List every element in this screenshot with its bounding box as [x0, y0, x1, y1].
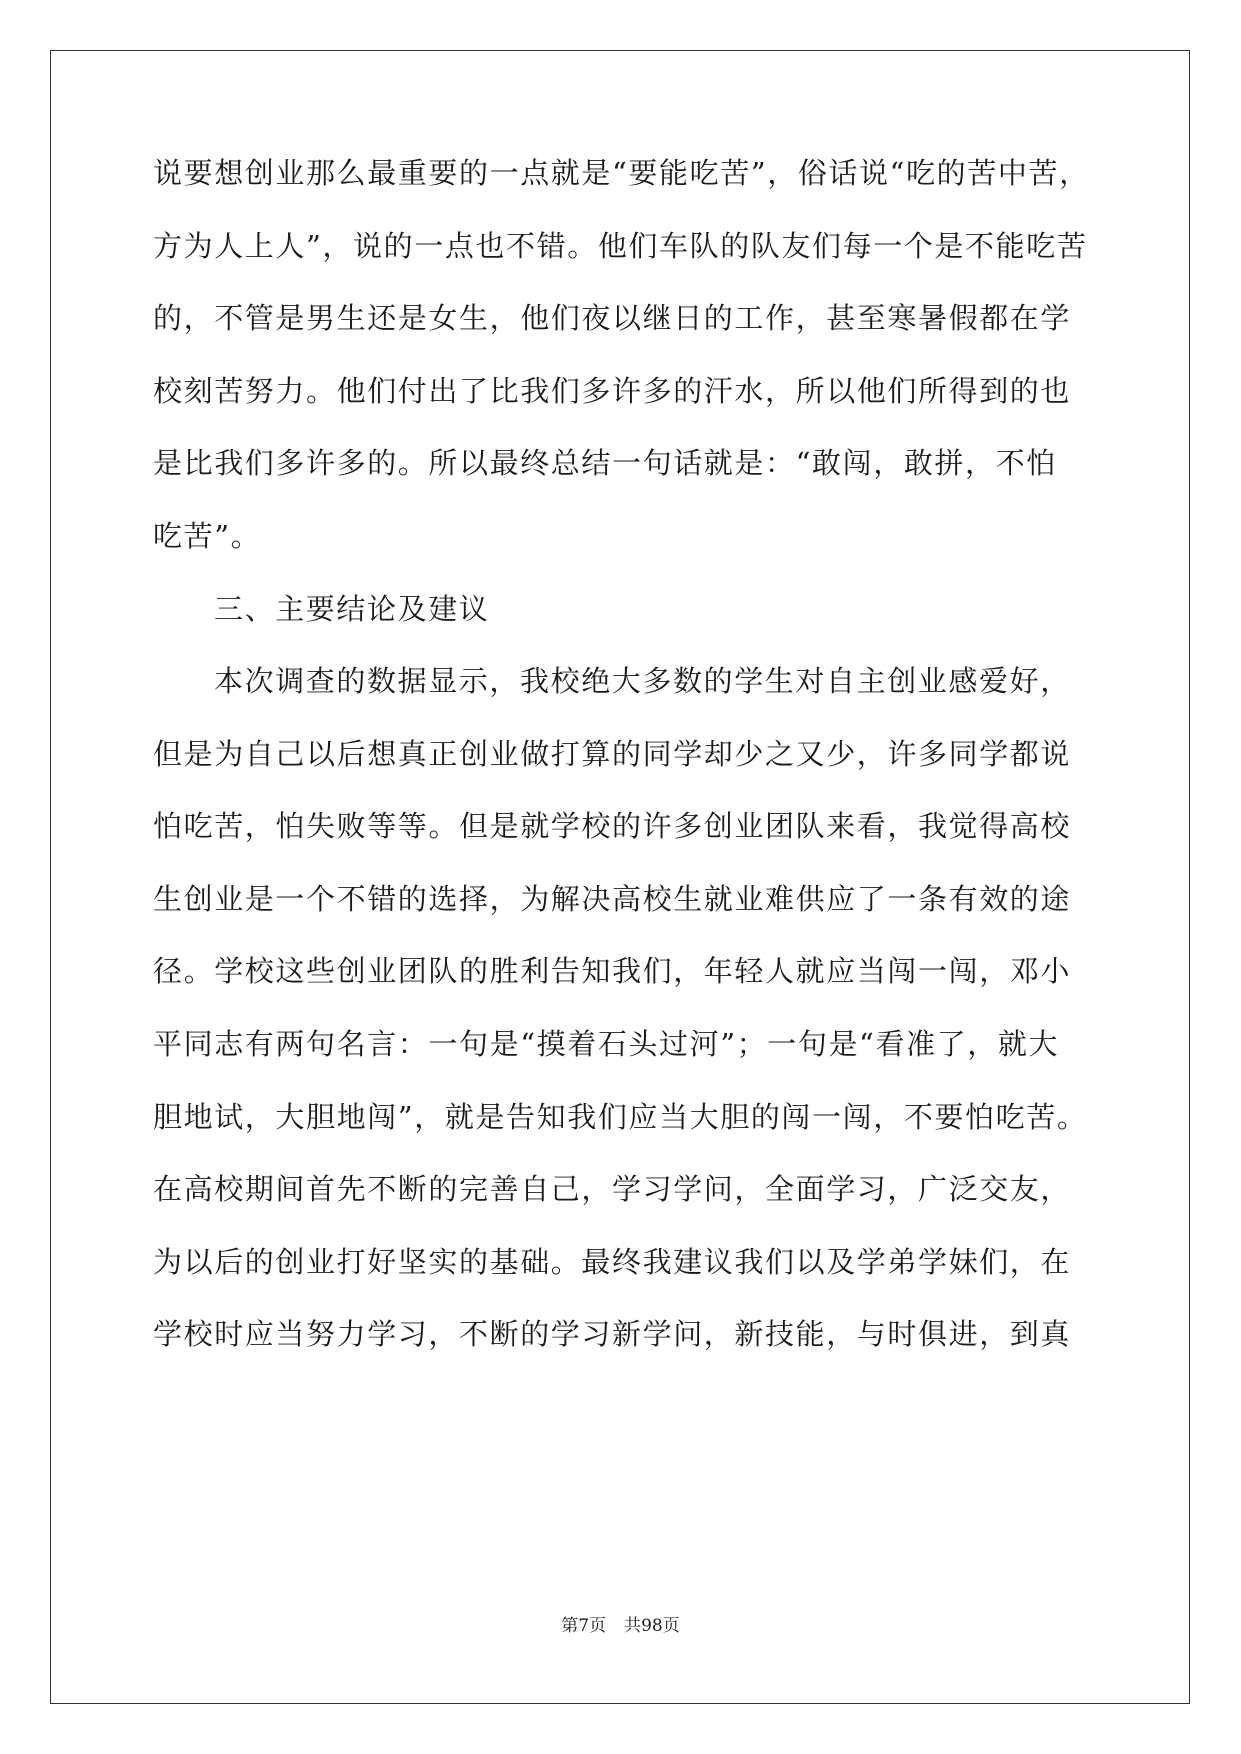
page-number: 第7页 [561, 1616, 607, 1636]
page-footer [0, 1614, 1241, 1638]
text-line: 在高校期间首先不断的完善自己，学习学问，全面学习，广泛交友， [153, 1172, 1072, 1206]
text-line: 校刻苦努力。他们付出了比我们多许多的汗水，所以他们所得到的也 [153, 374, 1072, 408]
text-line: 说要想创业那么最重要的一点就是“要能吃苦”，俗话说“吃的苦中苦， [153, 156, 1090, 190]
text-line: 径。学校这些创业团队的胜利告知我们，年轻人就应当闯一闯，邓小 [153, 954, 1072, 988]
text-line: 怕吃苦，怕失败等等。但是就学校的许多创业团队来看，我觉得高校 [153, 809, 1072, 843]
text-line: 学校时应当努力学习，不断的学习新学问，新技能，与时俱进，到真 [153, 1317, 1072, 1351]
text-line: 的，不管是男生还是女生，他们夜以继日的工作，甚至寒暑假都在学 [153, 301, 1072, 335]
text-line: 吃苦”。 [153, 519, 262, 553]
section-heading: 三、主要结论及建议 [214, 592, 490, 626]
text-line: 方为人上人”，说的一点也不错。他们车队的队友们每一个是不能吃苦 [153, 229, 1088, 263]
text-line: 平同志有两句名言：一句是“摸着石头过河”；一句是“看准了，就大 [153, 1027, 1060, 1061]
text-line: 本次调查的数据显示，我校绝大多数的学生对自主创业感爱好， [214, 664, 1071, 698]
text-line: 是比我们多许多的。所以最终总结一句话就是：“敢闯，敢拼，不怕 [153, 446, 1057, 480]
text-line: 胆地试，大胆地闯”，就是告知我们应当大胆的闯一闯，不要怕吃苦。 [153, 1100, 1088, 1134]
text-line: 但是为自己以后想真正创业做打算的同学却少之又少，许多同学都说 [153, 737, 1072, 771]
text-line: 为以后的创业打好坚实的基础。最终我建议我们以及学弟学妹们，在 [153, 1245, 1072, 1279]
page-total: 共98页 [624, 1616, 680, 1636]
text-line: 生创业是一个不错的选择，为解决高校生就业难供应了一条有效的途 [153, 882, 1072, 916]
